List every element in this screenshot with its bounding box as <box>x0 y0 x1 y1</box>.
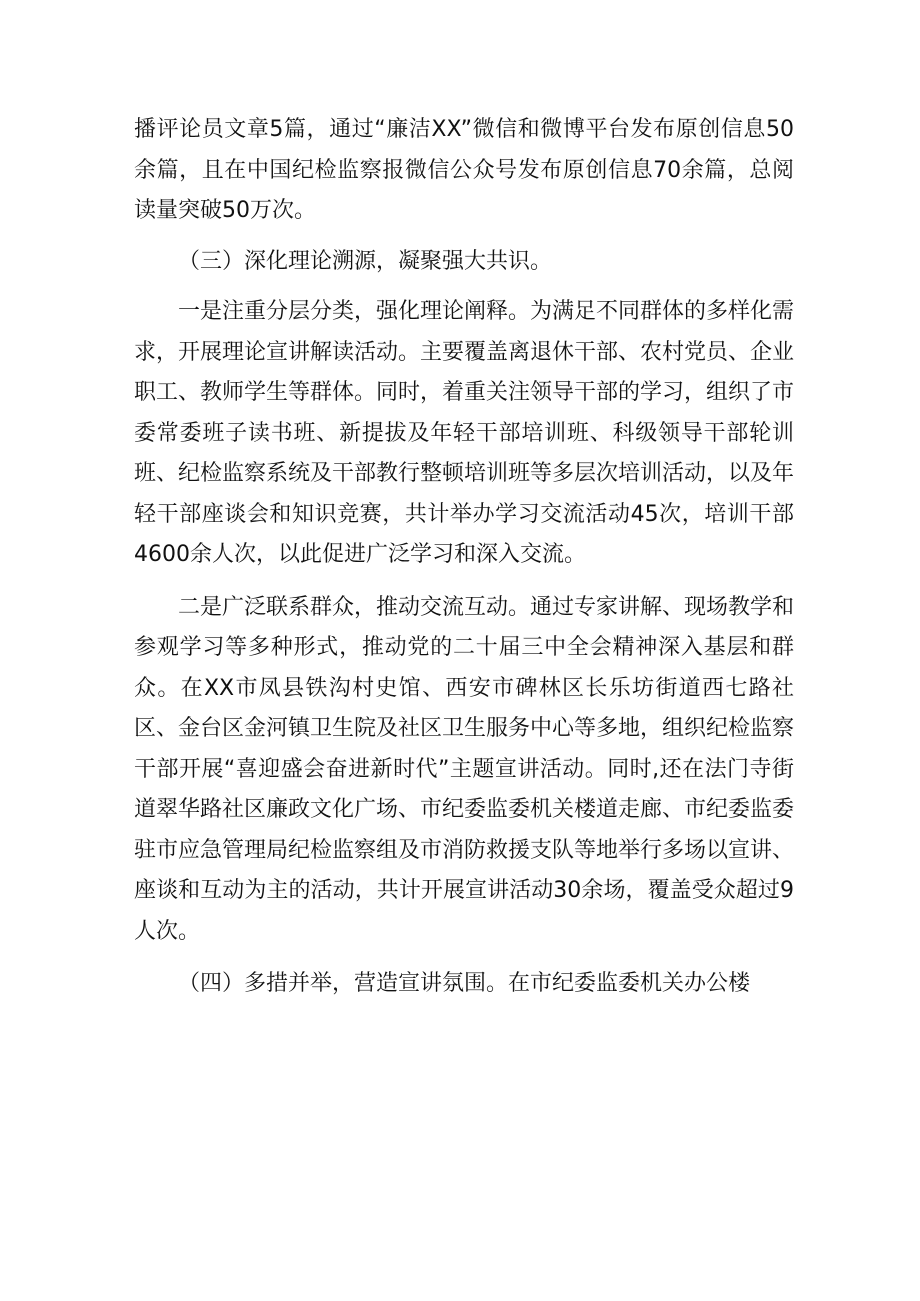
document-body <box>134 110 794 1005</box>
paragraph-continuation: 播评论员文章5篇，通过“廉洁XX”微信和微博平台发布原创信息50余篇，且在中国纪检监察报微信公众号发布原创信息70余篇，总阅读量突破50万次。 <box>134 117 794 223</box>
section-heading-four: （四）多措并举，营造宣讲氛围。在市纪委监委机关办公楼 <box>178 971 751 996</box>
section-heading-three: （三）深化理论溯源，凝聚强大共识。 <box>178 248 553 274</box>
paragraph-public-outreach: 二是广泛联系群众，推动交流互动。通过专家讲解、现场教学和参观学习等多种形式，推动党的二十届三中全会精神深入基层和群众。在XX市凤县铁沟村史馆、西安市碑林区长乐坊街道西七路社区、金台区金河镇卫生院及社区卫生服务中心等多地，组织纪检监察干部开展“喜迎盛会奋进新时代”主题宣讲活动。同时,还在法门寺街道翠华路社区廉政文化广场、市纪委监委机关楼道走廊、市纪委监委驻市应急管理局纪检监察组及市消防救援支队等地举行多场以宣讲、座谈和互动为主的活动，共计开展宣讲活动30余场，覆盖受众超过9人次。 <box>134 594 795 944</box>
paragraph-layered-training: 一是注重分层分类，强化理论阐释。为满足不同群体的多样化需求，开展理论宣讲解读活动。主要覆盖离退休干部、农村党员、企业职工、教师学生等群体。同时，着重关注领导干部的学习，组织了市委常委班子读书班、新提拔及年轻干部培训班、科级领导干部轮训班、纪检监察系统及干部教行整顿培训班等多层次培训活动，以及年轻干部座谈会和知识竞赛，共计举办学习交流活动45次，培训干部4600余人次，以此促进广泛学习和深入交流。 <box>134 299 795 567</box>
